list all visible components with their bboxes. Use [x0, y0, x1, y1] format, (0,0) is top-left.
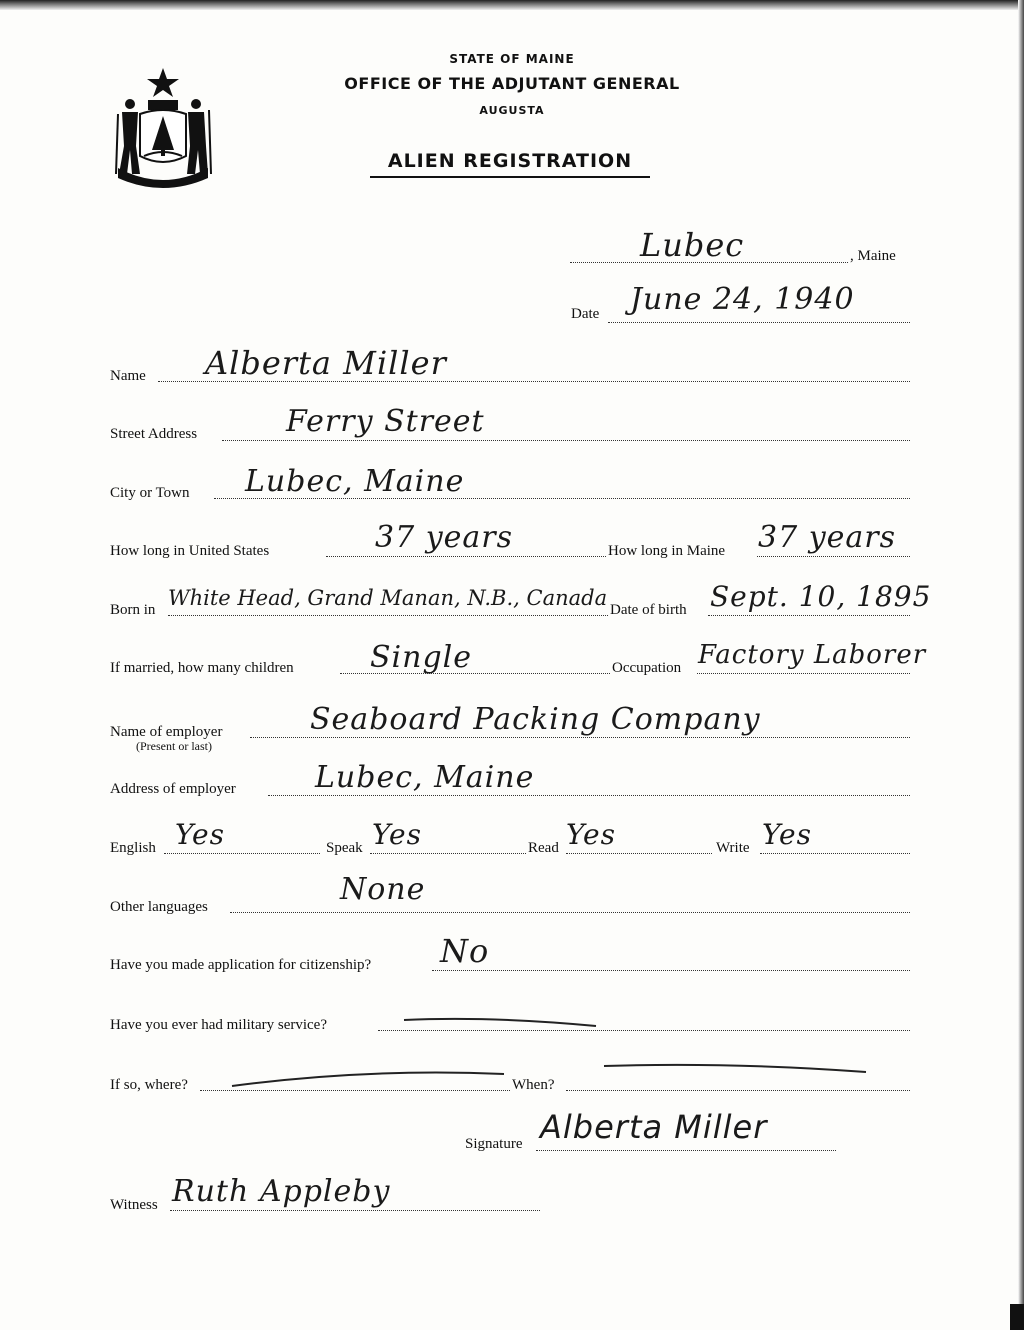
scan-edge-top [0, 0, 1024, 10]
how-long-us-label: How long in United States [110, 543, 270, 559]
scan-corner [1010, 1304, 1024, 1330]
maine-suffix-label: , Maine [850, 248, 896, 264]
other-languages-label: Other languages [110, 899, 208, 915]
signature-label: Signature [465, 1136, 523, 1152]
read-line [566, 853, 712, 854]
name-value: Alberta Miller [205, 344, 447, 382]
english-line [164, 853, 320, 854]
witness-line [170, 1210, 540, 1211]
born-in-label: Born in [110, 602, 156, 618]
employer-address-value: Lubec, Maine [315, 760, 535, 795]
scan-edge-right [1018, 0, 1024, 1330]
how-long-us-line [326, 556, 606, 557]
occupation-value: Factory Laborer [698, 640, 927, 670]
employer-value: Seaboard Packing Company [310, 702, 761, 737]
date-line [608, 322, 910, 323]
city-or-town-label: City or Town [110, 485, 190, 501]
employer-address-line [268, 795, 910, 796]
married-children-label: If married, how many children [110, 660, 294, 676]
born-in-line [168, 615, 608, 616]
witness-value: Ruth Appleby [172, 1174, 391, 1209]
employer-line [250, 737, 910, 738]
how-long-maine-line [757, 556, 910, 557]
present-or-last-note: (Present or last) [136, 739, 212, 753]
street-address-value: Ferry Street [286, 404, 485, 439]
when-line [566, 1090, 910, 1091]
how-long-maine-value: 37 years [758, 520, 897, 555]
read-label: Read [528, 840, 559, 856]
military-service-dash-mark [400, 1014, 600, 1030]
date-value: June 24, 1940 [630, 282, 855, 317]
city-or-town-value: Lubec, Maine [245, 464, 465, 499]
how-long-us-value: 37 years [375, 520, 514, 555]
when-label: When? [512, 1077, 555, 1093]
write-label: Write [716, 840, 750, 856]
date-of-birth-label: Date of birth [610, 602, 687, 618]
date-of-birth-value: Sept. 10, 1895 [710, 580, 932, 613]
write-value: Yes [762, 818, 812, 851]
speak-value: Yes [372, 818, 422, 851]
witness-label: Witness [110, 1197, 158, 1213]
signature-value: Alberta Miller [540, 1108, 768, 1146]
citizenship-label: Have you made application for citizenship? [110, 957, 372, 973]
if-so-where-line [200, 1090, 510, 1091]
speak-label: Speak [326, 840, 363, 856]
citizenship-line [432, 970, 910, 971]
where-dash-mark [228, 1066, 508, 1090]
write-line [760, 853, 910, 854]
speak-line [370, 853, 526, 854]
street-address-label: Street Address [110, 426, 198, 442]
office-heading: OFFICE OF THE ADJUTANT GENERAL [344, 74, 680, 93]
how-long-maine-label: How long in Maine [608, 543, 726, 559]
street-address-line [222, 440, 910, 441]
state-heading: STATE OF MAINE [449, 52, 575, 66]
children-value: Single [370, 640, 473, 675]
if-so-where-label: If so, where? [110, 1077, 188, 1093]
military-service-label: Have you ever had military service? [110, 1017, 327, 1033]
english-label: English [110, 840, 156, 856]
employer-address-label: Address of employer [110, 781, 236, 797]
other-languages-value: None [340, 872, 426, 907]
english-value: Yes [175, 818, 225, 851]
date-of-birth-line [708, 615, 910, 616]
citizenship-value: No [440, 932, 490, 970]
born-in-value: White Head, Grand Manan, N.B., Canada [168, 586, 608, 610]
employer-label: Name of employer [110, 724, 223, 740]
military-service-line [378, 1030, 910, 1031]
read-value: Yes [566, 818, 616, 851]
form-title: ALIEN REGISTRATION [370, 150, 650, 178]
signature-line [536, 1150, 836, 1151]
occupation-line [697, 673, 910, 674]
when-dash-mark [600, 1060, 870, 1076]
city-heading: AUGUSTA [479, 104, 545, 117]
occupation-label: Occupation [612, 660, 682, 676]
date-label: Date [571, 306, 600, 322]
name-label: Name [110, 368, 146, 384]
other-languages-line [230, 912, 910, 913]
town-value: Lubec [640, 226, 745, 264]
